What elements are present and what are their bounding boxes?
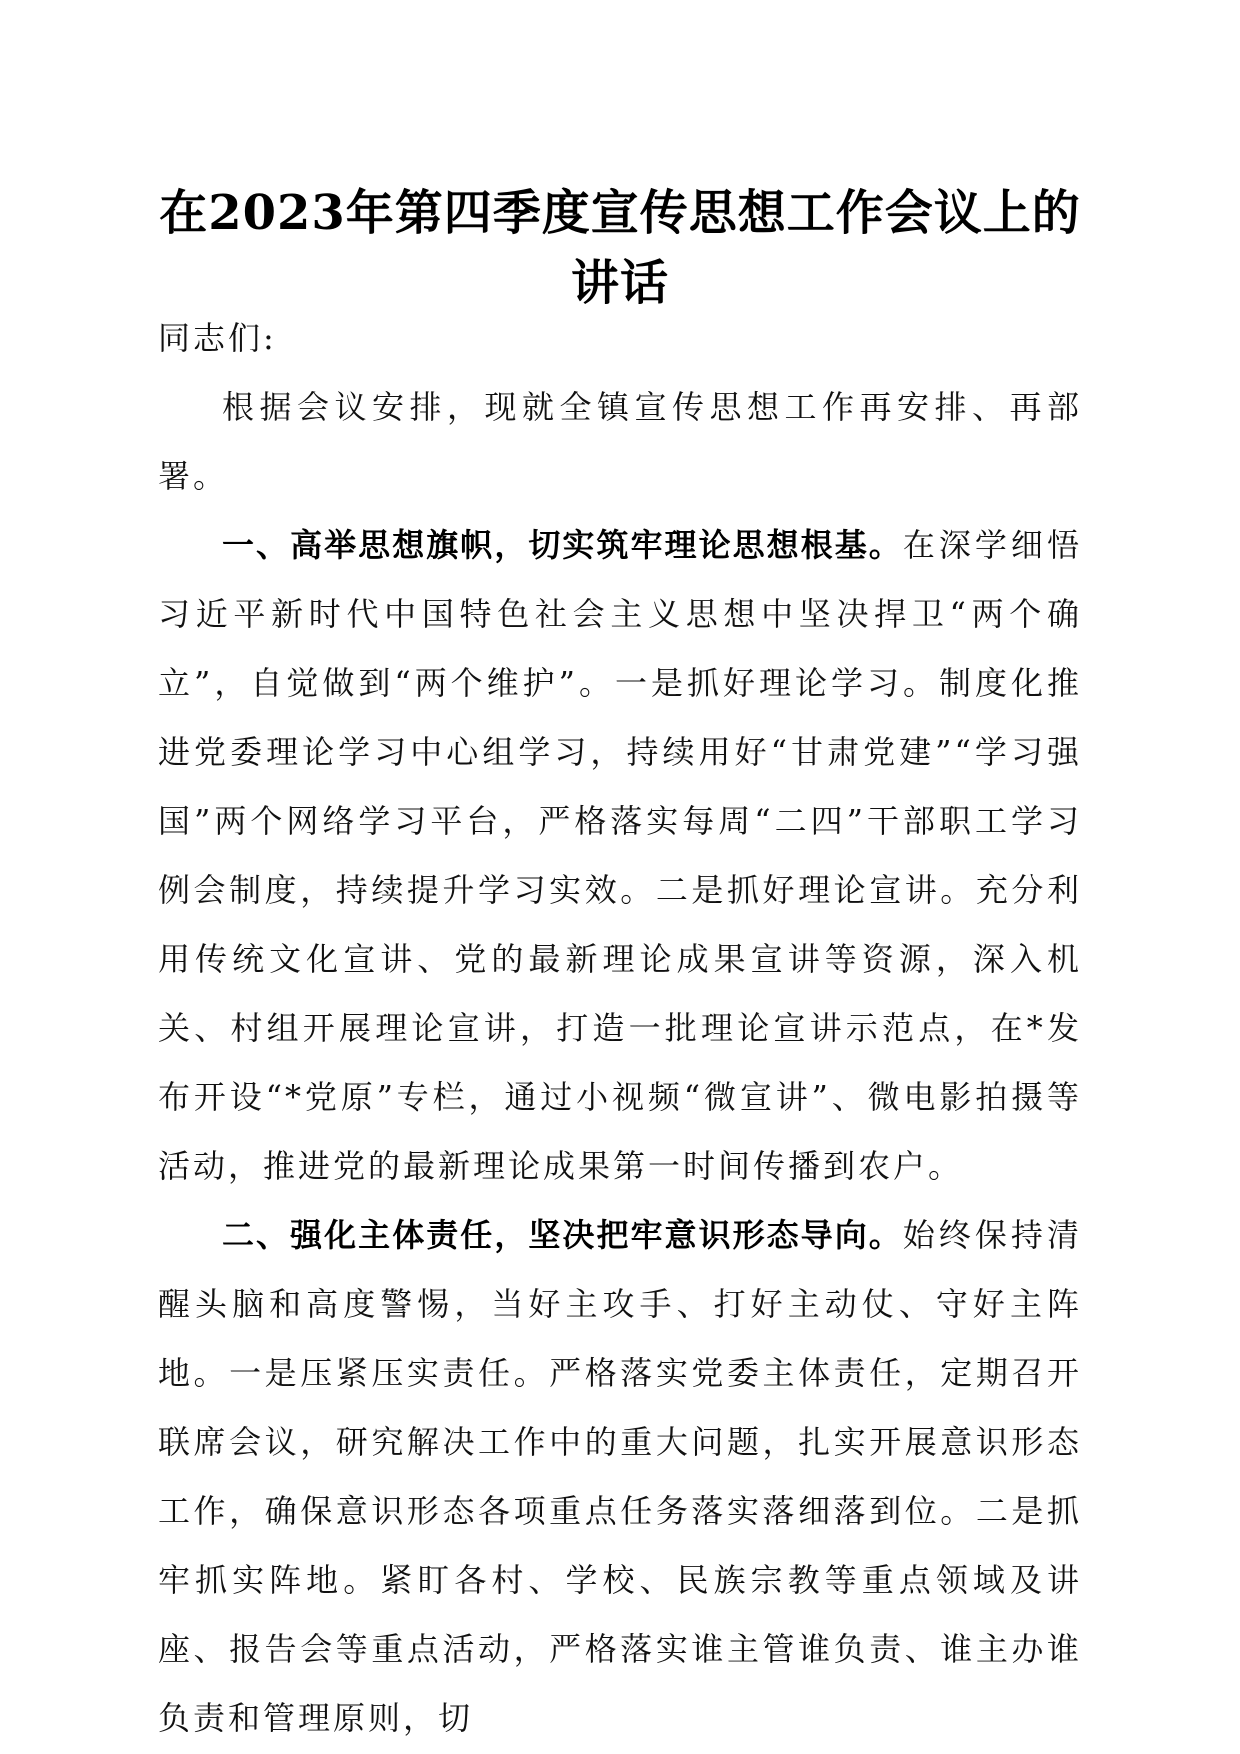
section-heading-2: 二、强化主体责任，坚决把牢意识形态导向。 xyxy=(222,1216,903,1254)
section-body-2: 始终保持清醒头脑和高度警惕，当好主攻手、打好主动仗、守好主阵地。一是压紧压实责任。严格落实党委主体责任，定期召开联席会议，研究解决工作中的重大问题，扎实开展意识形态工作，确保意识形态各项重点任务落实落细落到位。二是抓牢抓实阵地。紧盯各村、学校、民族宗教等重点领域及讲座、报告会等重点活动，严格落实谁主管谁负责、谁主办谁负责和管理原则，切 xyxy=(158,1216,1082,1737)
section-paragraph-2 xyxy=(158,1201,1082,1753)
salutation: 同志们: xyxy=(158,319,277,357)
document-body xyxy=(158,304,1082,1753)
section-body-1: 在深学细悟习近平新时代中国特色社会主义思想中坚决捍卫“两个确立”，自觉做到“两个维护”。一是抓好理论学习。制度化推进党委理论学习中心组学习，持续用好“甘肃党建”“学习强国”两个网络学习平台，严格落实每周“二四”干部职工学习例会制度，持续提升学习实效。二是抓好理论宣讲。充分利用传统文化宣讲、党的最新理论成果宣讲等资源，深入机关、村组开展理论宣讲，打造一批理论宣讲示范点，在*发布开设“*党原”专栏，通过小视频“微宣讲”、微电影拍摄等活动，推进党的最新理论成果第一时间传播到农户。 xyxy=(158,526,1082,1185)
section-paragraph-1 xyxy=(158,511,1082,1201)
document-title: 在2023年第四季度宣传思想工作会议上的讲话 xyxy=(159,185,1081,311)
intro-paragraph: 根据会议安排，现就全镇宣传思想工作再安排、再部署。 xyxy=(158,388,1082,495)
section-heading-1: 一、高举思想旗帜，切实筑牢理论思想根基。 xyxy=(222,526,903,564)
